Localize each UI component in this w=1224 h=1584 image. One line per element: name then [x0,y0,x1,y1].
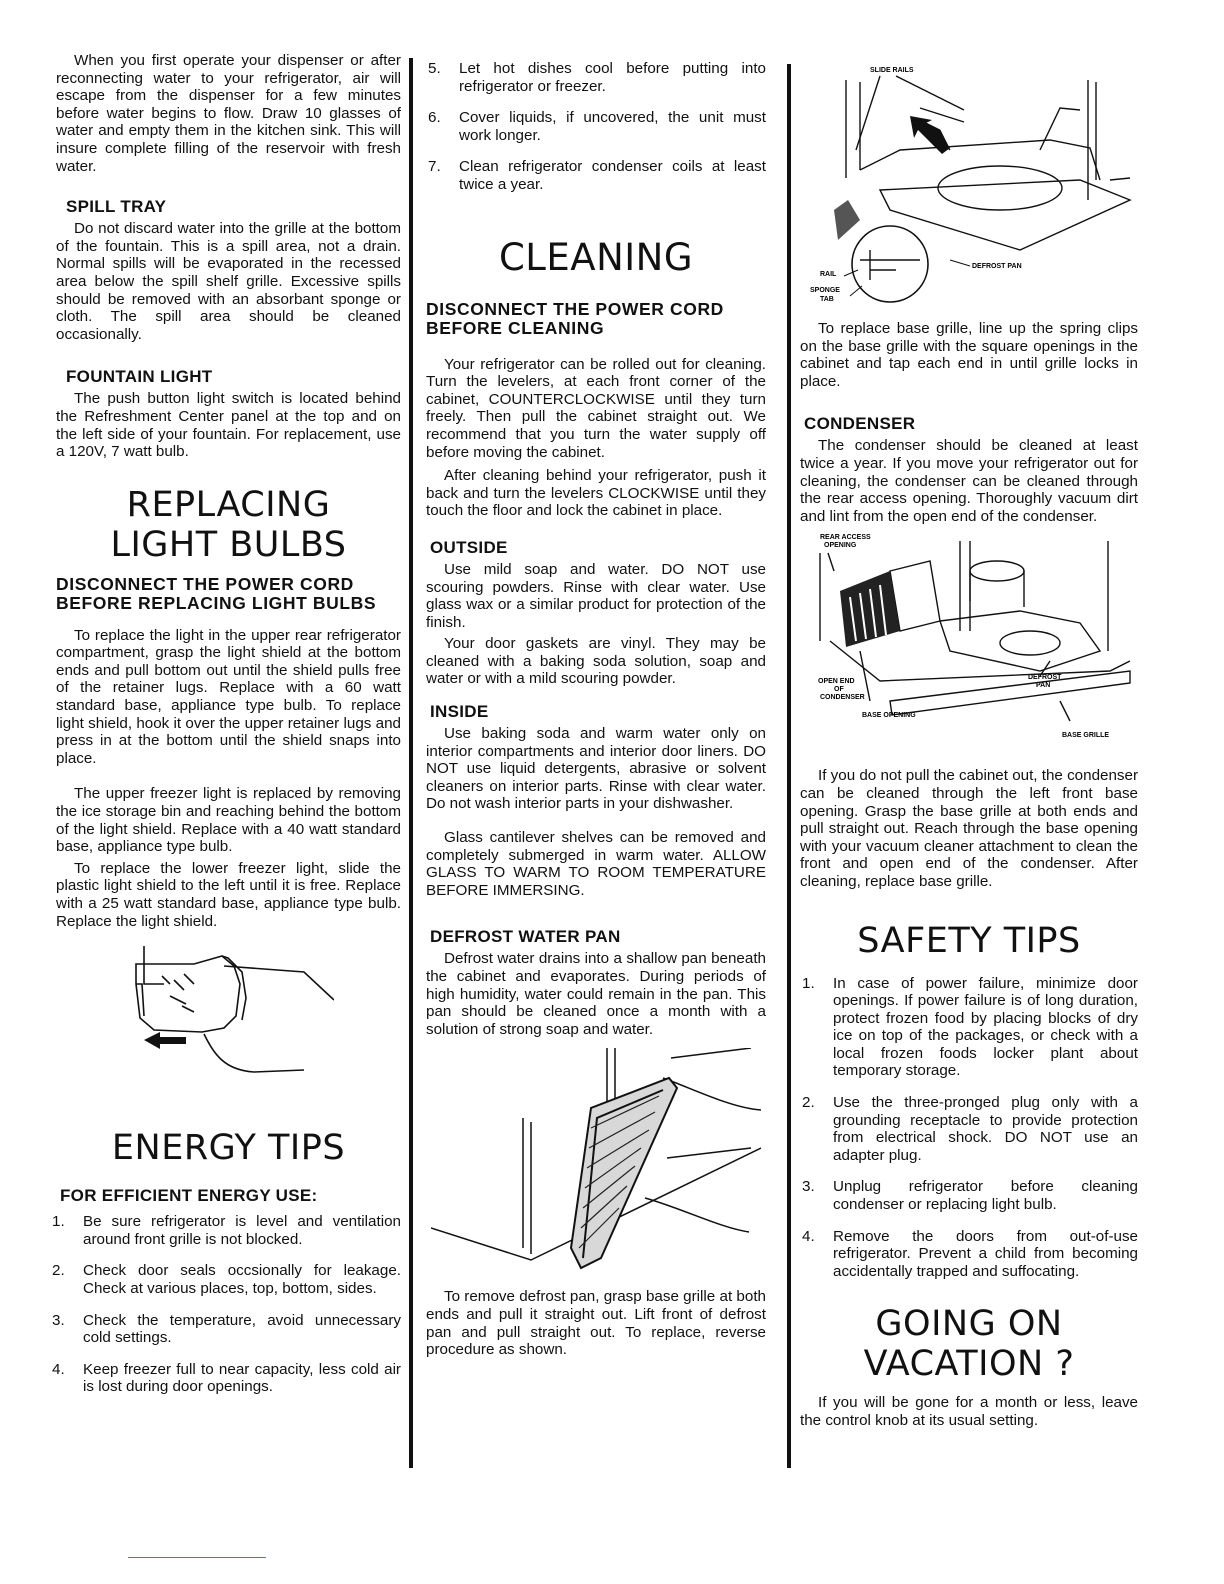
list-item: 6. Cover liquids, if uncovered, the unit must work longer. [428,109,766,144]
list-item: 3. Unplug refrigerator before cleaning condenser or replacing light bulb. [802,1178,1138,1214]
light-shield-illustration [124,944,334,1094]
fountain-light-heading: FOUNTAIN LIGHT [66,367,213,387]
safety-tips-title: SAFETY TIPS [857,920,1081,961]
safety-tips-list [800,975,1138,1281]
column-divider-right [787,64,791,1468]
energy-tips-list [50,1213,401,1396]
arrow-left-icon [144,1032,186,1049]
footer-line [128,1557,266,1558]
list-item: 5. Let hot dishes cool before putting into refrigerator or freezer. [428,60,766,95]
label-defrost-2: PAN [1036,682,1051,690]
list-item: 4. Keep freezer full to near capacity, less cold air is lost during door openings. [52,1360,401,1396]
base-grille-rails-illustration [800,60,1140,310]
defrost-heading: DEFROST WATER PAN [430,927,621,947]
vacation-title-line1: GOING ON [875,1304,1063,1345]
inside-p2: Glass cantilever shelves can be removed and completely submerged in warm water. ALLOW GLASS TO WARM TO ROOM TEMPERATURE BEFORE IMMERSING. [426,829,766,899]
label-defrost-1: DEFROST [1028,674,1062,682]
label-sponge-tab-1: SPONGE [810,287,840,294]
outside-p2: Your door gaskets are vinyl. They may be cleaned with a baking soda solution, soap and water or with a mild scouring powder. [426,635,766,688]
condenser-heading: CONDENSER [804,414,916,434]
replacing-title-line1: REPLACING [126,484,331,525]
list-item: 1. In case of power failure, minimize door openings. If power failure is of long duration, protect frozen food by placing blocks of dry ice on top of the packages, or check with a local frozen foods locker plant about temporary storage. [802,974,1138,1080]
replacing-warning: DISCONNECT THE POWER CORD BEFORE REPLACING LIGHT BULBS [56,573,377,613]
column-1 [52,52,401,1410]
label-rail: RAIL [820,271,837,278]
label-sponge-tab-2: TAB [820,296,834,303]
replacing-title-line2: LIGHT BULBS [110,524,347,565]
label-open-end-3: CONDENSER [820,694,865,702]
grille-replace-p: To replace base grille, line up the spring clips on the base grille with the square openings in the cabinet and tap each end in until grille locks in place. [800,320,1138,390]
condenser-p2: If you do not pull the cabinet out, the condenser can be cleaned through the left front base opening. Grasp the base grille at both ends and pull straight out. Reach through the base opening with your vacuum cleaner attachment to clean the front and open end of the condenser. After cleaning, replace base grille. [800,767,1139,890]
defrost-p1: Defrost water drains into a shallow pan beneath the cabinet and evaporates. During periods of high humidity, water could remain in the pan. This pan should be cleaned once a month with a solution of strong soap and water. [426,950,766,1038]
replacing-title [56,485,401,565]
label-rear-access-1: REAR ACCESS [820,534,871,542]
list-item: 2. Check door seals occsionally for leakage. Check at various places, top, bottom, sides. [52,1262,401,1297]
dispenser-intro: When you first operate your dispenser or after reconnecting water to your refrigerator, air will escape from the dispenser for a few minutes before water begins to flow. Draw 10 glasses of water and empty them in the kitchen sink. This will insure complete filling of the reservoir with fresh water. [56,52,401,175]
label-base-opening: BASE OPENING [862,712,916,720]
label-defrost-pan: DEFROST PAN [972,263,1022,270]
cleaning-warning: DISCONNECT THE POWER CORD BEFORE CLEANING [426,298,724,338]
list-item: 3. Check the temperature, avoid unnecessary cold settings. [52,1311,401,1347]
energy-subheading: FOR EFFICIENT ENERGY USE: [60,1186,318,1206]
inside-p1: Use baking soda and warm water only on interior compartments and interior door liners. DO NOT use liquid detergents, abrasive or solvent cleaners on interior parts. Rinse with clear water. Do not wash interior parts in your dishwasher. [426,725,766,813]
column-divider-left [409,58,413,1468]
condenser-illustration [800,531,1140,761]
cleaning-p1: Your refrigerator can be rolled out for cleaning. Turn the levelers, at each front corner of the cabinet, COUNTERCLOCKWISE until they turn freely. Then pull the cabinet straight out. We recommend that you turn the water supply off before moving the cabinet. [426,355,766,461]
cleaning-title: CLEANING [498,235,694,279]
list-item: 2. Use the three-pronged plug only with a grounding receptacle to provide protection from electrical shock. DO NOT use an adapter plug. [802,1094,1138,1164]
vacation-title-line2: VACATION ? [863,1344,1075,1385]
outside-heading: OUTSIDE [430,537,508,557]
replacing-p1: To replace the light in the upper rear refrigerator compartment, grasp the light shield at the bottom ends and pull bottom out until the shield pulls free of the retainer lugs. Replace with a 60 watt standard base, appliance type bulb. To replace light shield, hook it over the upper retainer lugs and press in at the bottom until the shield snaps into place. [56,626,401,767]
spill-tray-body: Do not discard water into the grille at the bottom of the fountain. This is a spill area, not a drain. Normal spills will be evaporated in the recessed area below the spill shelf grille. Excessive spills should be removed with an absorbant sponge or cloth. The spill area should be cleaned occasionally. [56,220,401,343]
spill-tray-heading: SPILL TRAY [66,197,167,217]
list-item: 4. Remove the doors from out-of-use refrigerator. Prevent a child from becoming accidentally trapped and suffocating. [802,1227,1138,1280]
energy-tips-list-continued [426,60,766,194]
list-item: 7. Clean refrigerator condenser coils at least twice a year. [428,158,766,193]
list-item: 1. Be sure refrigerator is level and ventilation around front grille is not blocked. [52,1213,401,1248]
energy-tips-title: ENERGY TIPS [111,1128,346,1169]
vacation-p1: If you will be gone for a month or less, leave the control knob at its usual setting. [800,1394,1138,1429]
replacing-p2: The upper freezer light is replaced by removing the ice storage bin and reaching behind the bottom of the light shield. Replace with a 40 watt standard base, appliance type bulb. [56,785,401,856]
defrost-pan-illustration [431,1048,761,1278]
label-slide-rails: SLIDE RAILS [870,67,914,74]
defrost-p2: To remove defrost pan, grasp base grille at both ends and pull it straight out. Lift front of defrost pan and pull straight out. To replace, reverse procedure as shown. [426,1288,766,1359]
outside-p1: Use mild soap and water. DO NOT use scouring powders. Rinse with clear water. Use glass wax or a similar product for protection of the finish. [426,560,766,631]
vacation-title [800,1304,1138,1384]
column-3 [800,60,1138,1444]
label-base-grille: BASE GRILLE [1062,732,1110,740]
replacing-p3: To replace the lower freezer light, slide the plastic light shield to the left until it is free. Replace with a 25 watt standard base, appliance type bulb. Replace the light shield. [56,859,401,930]
inside-heading: INSIDE [430,702,489,722]
label-open-end-2: OF [834,686,844,694]
condenser-p1: The condenser should be cleaned at least twice a year. If you move your refrigerator out for cleaning, the condenser can be cleaned through the rear access opening. Thoroughly vacuum dirt and lint from the open end of the condenser. [800,437,1138,525]
label-rear-access-2: OPENING [824,542,857,550]
cleaning-p2: After cleaning behind your refrigerator, push it back and turn the levelers CLOCKWISE until they touch the floor and lock the cabinet in place. [426,467,766,520]
fountain-light-body: The push button light switch is located behind the Refreshment Center panel at the top and on the left side of your fountain. For replacement, use a 120V, 7 watt bulb. [56,390,401,461]
label-open-end-1: OPEN END [818,678,855,686]
column-2 [426,60,766,1373]
